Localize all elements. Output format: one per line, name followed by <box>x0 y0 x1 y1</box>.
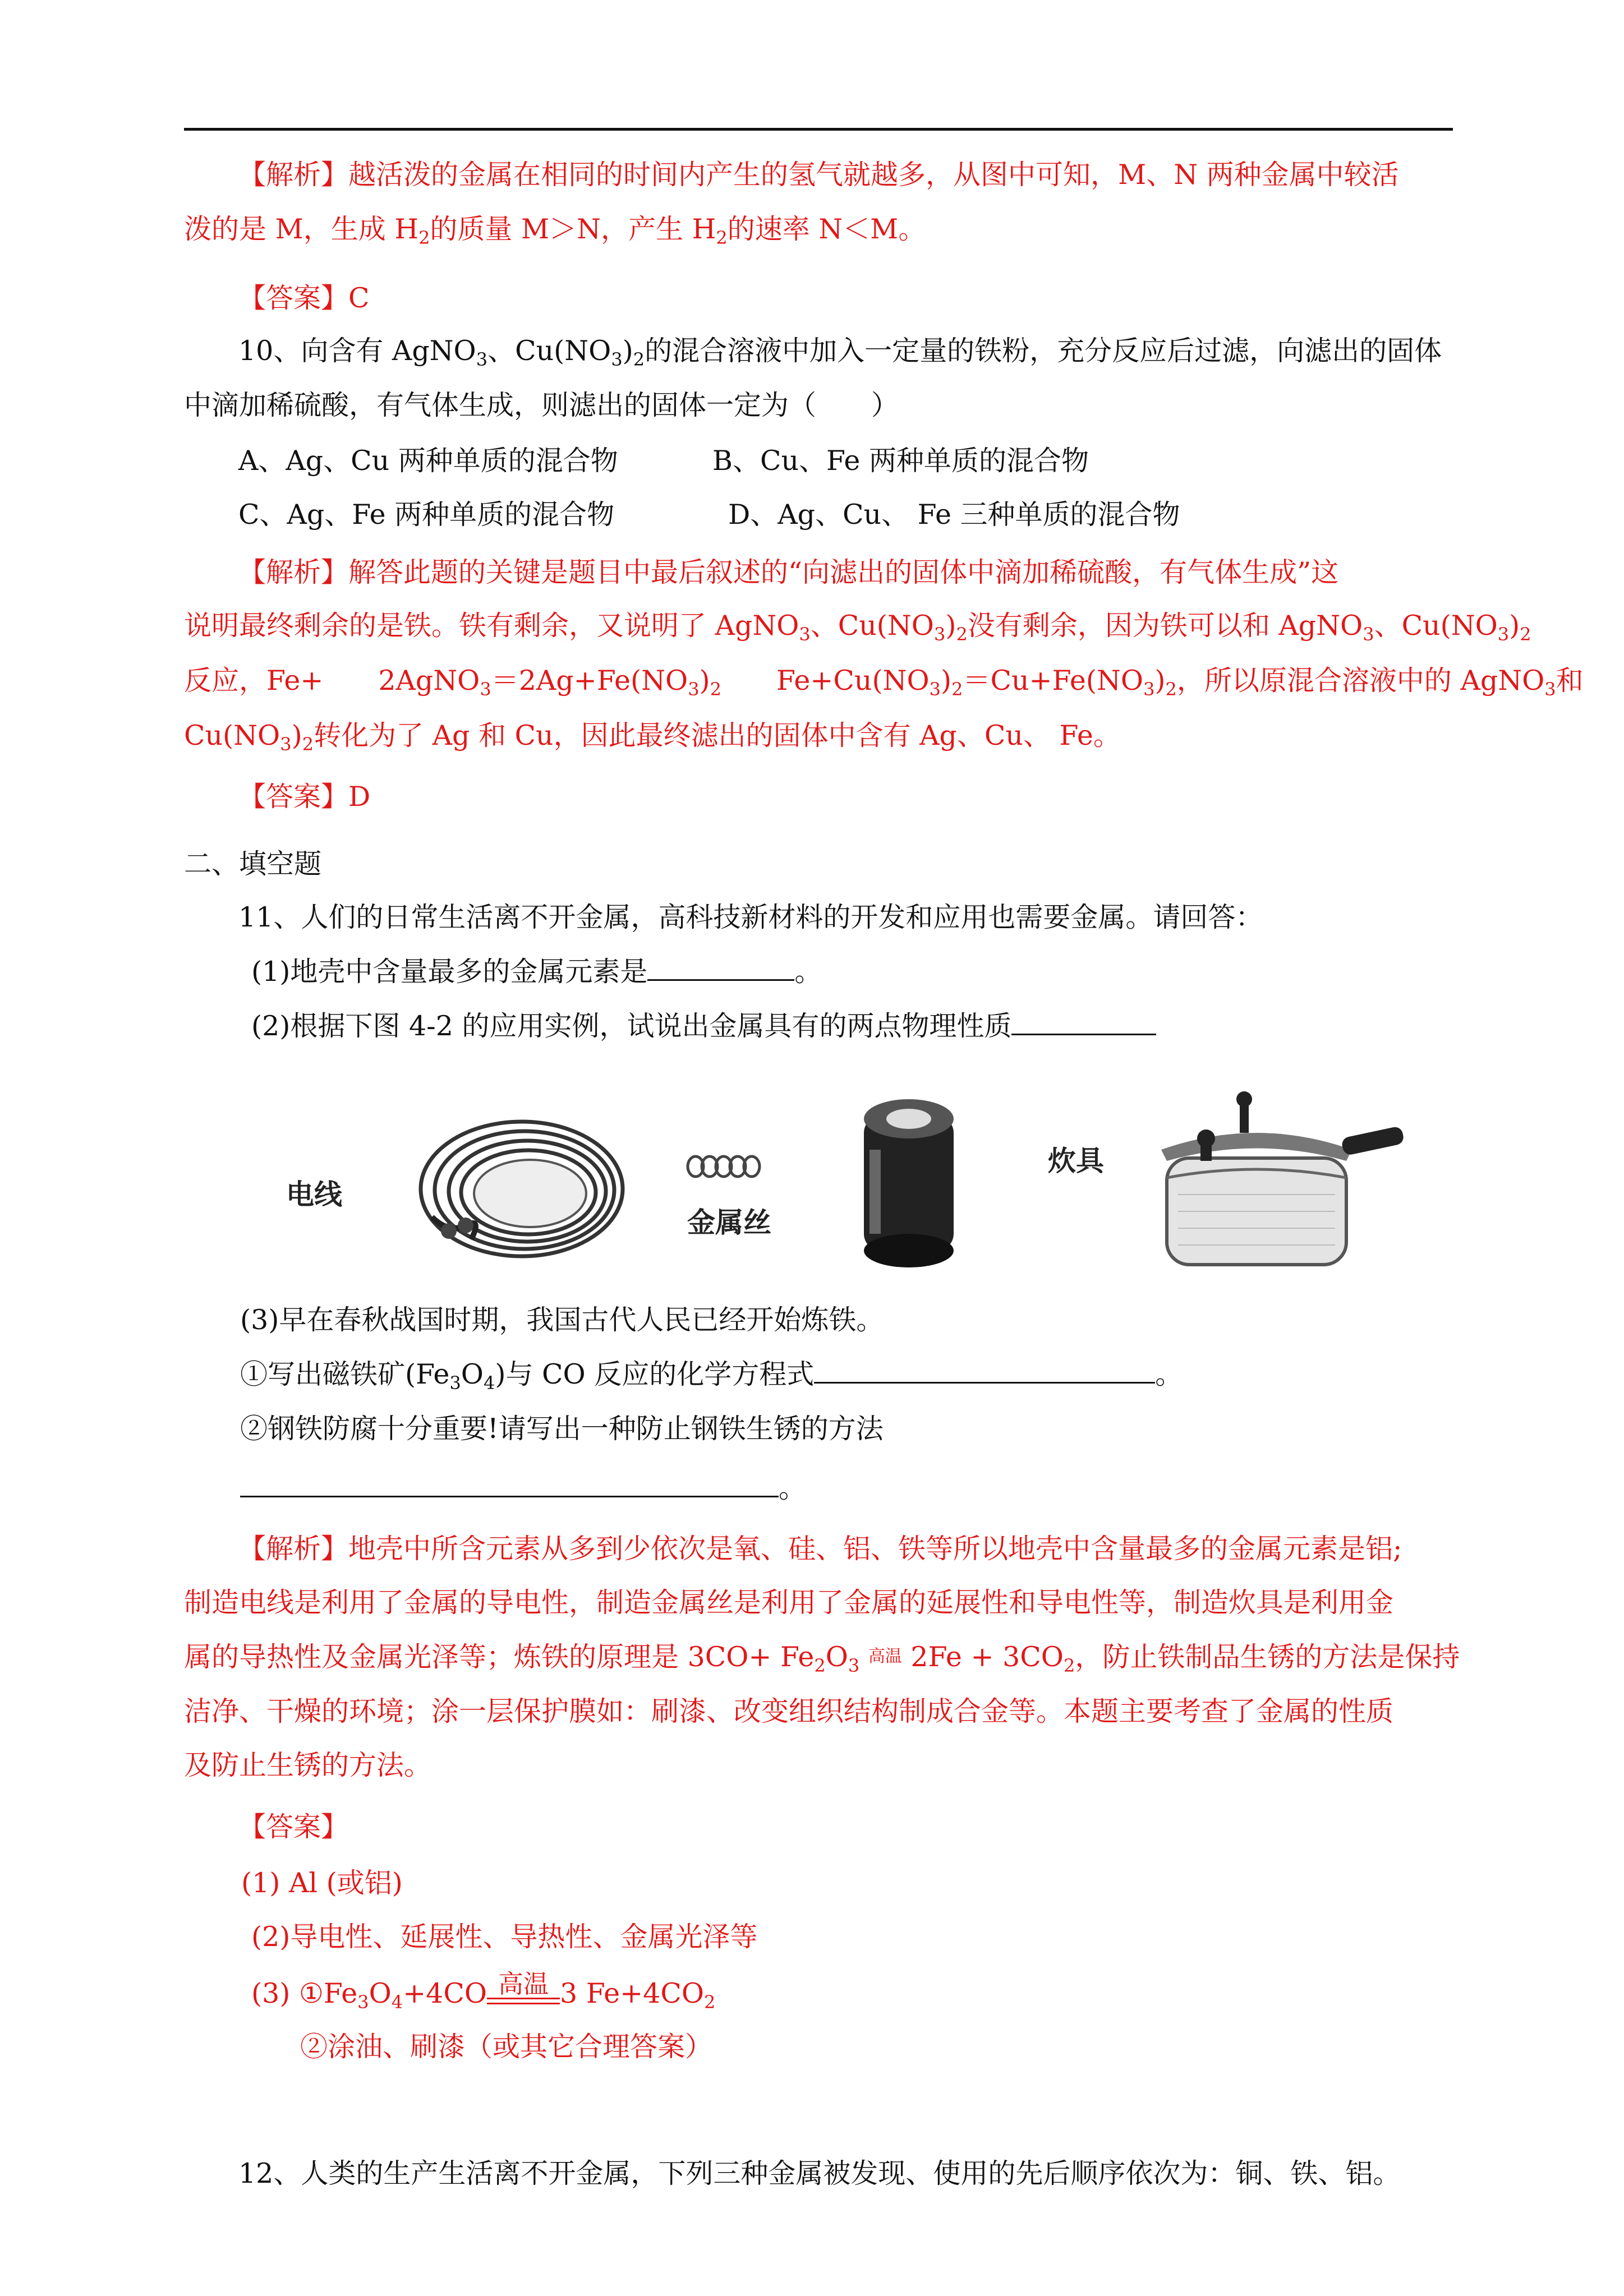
wire-coil-image <box>410 1105 634 1273</box>
q11-part-1-end: 。 <box>794 956 822 988</box>
answer-value: D <box>348 781 371 813</box>
q10-analysis-text: 和 <box>1556 665 1584 697</box>
q10-analysis-line-3 <box>184 661 1584 701</box>
q11-part-1 <box>251 952 822 992</box>
q10-analysis-text: ) <box>945 610 956 642</box>
section-title: 二、填空题 <box>184 848 322 880</box>
q9-analysis-text: 越活泼的金属在相同的时间内产生的氢气就越多，从图中可知，M、N 两种金属中较活 <box>348 159 1399 191</box>
subscript: 3 <box>611 349 623 370</box>
q10-analysis-text: ) <box>291 720 302 751</box>
q11-answer-4: ②涂油、刷漆（或其它合理答案） <box>300 2031 713 2063</box>
subscript: 3 <box>933 624 946 645</box>
subscript: 3 <box>688 679 700 700</box>
q11-answer-text: 3 Fe+4CO <box>560 1977 704 2009</box>
q10-analysis-text: ) <box>699 665 710 697</box>
q10-analysis-line-2 <box>184 606 1531 646</box>
q11-answer-text: O <box>369 1977 392 2009</box>
subscript: 2 <box>1063 1655 1075 1676</box>
subscript: 3 <box>280 734 292 755</box>
subscript: 3 <box>1363 624 1374 645</box>
q11-analysis-line-3 <box>184 1636 1460 1677</box>
q10-analysis-text: ) <box>1154 665 1166 697</box>
q10-stem-text: ) <box>622 335 633 367</box>
q10-stem-text: 10、向含有 AgNO <box>238 335 476 367</box>
q11-answer-text: (3) ①Fe <box>251 1977 358 2009</box>
q10-option-d: D、Ag、Cu、 Fe 三种单质的混合物 <box>728 499 1180 531</box>
q11-analysis-text: 属的导热性及金属光泽等；炼铁的原理是 3CO+ Fe <box>184 1641 815 1673</box>
q11-part-3: (3)早在春秋战国时期，我国古代人民已经开始炼铁。 <box>240 1304 884 1336</box>
q10-analysis-text: 反应，Fe+ 2AgNO <box>184 665 480 697</box>
q11-analysis-line-1 <box>238 1529 1402 1569</box>
subscript: 2 <box>633 349 645 370</box>
q10-option-b: B、Cu、Fe 两种单质的混合物 <box>712 445 1089 477</box>
q10-analysis-text: 、Cu(NO <box>1374 610 1498 642</box>
q9-analysis-text: 的速率 N＜M。 <box>727 213 926 245</box>
q11-answer-3 <box>251 1969 716 2014</box>
subscript: 2 <box>951 679 963 700</box>
q11-analysis-line-4: 洁净、干燥的环境；涂一层保护膜如：刷漆、改变组织结构制成合金等。本题主要考查了金属的性质 <box>184 1695 1394 1727</box>
q10-analysis-line-4 <box>184 716 1121 756</box>
analysis-label: 【解析】 <box>238 1533 349 1565</box>
q10-stem-text: 、Cu(NO <box>487 335 611 367</box>
analysis-label: 【解析】 <box>238 556 349 588</box>
q10-analysis-text: Fe+Cu(NO <box>721 665 930 697</box>
q10-analysis-text: 、Cu(NO <box>810 610 934 642</box>
subscript: 3 <box>449 1372 461 1394</box>
q11-answer-label: 【答案】 <box>238 1811 349 1843</box>
q11-part-2 <box>251 1006 1156 1046</box>
q10-analysis-text: 转化为了 Ag 和 Cu，因此最终滤出的固体中含有 Ag、Cu、 Fe。 <box>314 720 1121 751</box>
wire-spool-image <box>853 1094 965 1273</box>
subscript: 3 <box>799 624 811 645</box>
q11-part-3-2-end: 。 <box>779 1472 807 1504</box>
subscript: 3 <box>1544 679 1556 700</box>
subscript: 3 <box>480 679 491 700</box>
q10-stem-line-2: 中滴加稀硫酸，有气体生成，则滤出的固体一定为（ ） <box>184 389 899 421</box>
subscript: 2 <box>716 227 728 248</box>
q11-part-3-1-text: )与 CO 反应的化学方程式 <box>495 1358 815 1390</box>
q9-analysis-line-1 <box>238 155 1399 195</box>
subscript: 2 <box>710 679 722 700</box>
q10-analysis-text: Cu(NO <box>184 720 280 751</box>
subscript: 2 <box>814 1655 826 1676</box>
answer-blank[interactable] <box>814 1359 1155 1384</box>
subscript: 3 <box>476 349 488 370</box>
subscript: 2 <box>1165 679 1177 700</box>
subscript: 3 <box>1497 624 1510 645</box>
answer-value: C <box>348 282 370 314</box>
pressure-cooker-image <box>1116 1082 1408 1273</box>
answer-blank[interactable] <box>647 957 794 981</box>
q9-analysis-line-2 <box>184 209 926 250</box>
q11-part-2-text: (2)根据下图 4-2 的应用实例，试说出金属具有的两点物理性质 <box>251 1010 1012 1042</box>
q11-analysis-line-2: 制造电线是利用了金属的导电性，制造金属丝是利用了金属的延展性和导电性等，制造炊具是利用金 <box>184 1587 1394 1619</box>
reaction-condition: 高温 <box>868 1647 902 1666</box>
subscript: 2 <box>956 624 968 645</box>
q11-analysis-text: O <box>825 1641 848 1673</box>
analysis-label: 【解析】 <box>238 159 349 191</box>
q9-answer <box>238 278 370 319</box>
subscript: 3 <box>1143 679 1155 700</box>
q11-part-3-1-end: 。 <box>1155 1358 1183 1390</box>
q9-analysis-text: 的质量 M＞N，产生 H <box>430 213 716 245</box>
q11-part-1-text: (1)地壳中含量最多的金属元素是 <box>251 956 648 988</box>
subscript: 3 <box>848 1655 860 1676</box>
q11-part-3-1-text: O <box>461 1358 484 1390</box>
figure-label-metal-wire: 金属丝 <box>687 1206 771 1239</box>
q10-analysis-text: 说明最终剩余的是铁。铁有剩余，又说明了 AgNO <box>184 610 799 642</box>
subscript: 2 <box>302 734 314 755</box>
q10-option-a: A、Ag、Cu 两种单质的混合物 <box>238 445 618 477</box>
subscript: 2 <box>418 227 430 248</box>
q10-stem-text: 的混合溶液中加入一定量的铁粉，充分反应后过滤，向滤出的固体 <box>645 335 1442 367</box>
q10-analysis-text: ＝Cu+Fe(NO <box>963 665 1144 697</box>
q10-analysis-text: 没有剩余，因为铁可以和 AgNO <box>967 610 1363 642</box>
subscript: 2 <box>1520 624 1531 645</box>
metal-wire-coil-image <box>684 1150 774 1183</box>
answer-blank[interactable] <box>1011 1011 1156 1035</box>
q10-analysis-text: ＝2Ag+Fe(NO <box>491 665 688 697</box>
answer-label: 【答案】 <box>238 781 349 813</box>
q11-part-3-1 <box>240 1354 1183 1395</box>
q10-stem-line-1 <box>238 331 1442 371</box>
q10-analysis-text: ，所以原混合溶液中的 AgNO <box>1176 665 1545 697</box>
subscript: 3 <box>357 1991 369 2013</box>
q11-answer-text: +4CO <box>403 1977 487 2009</box>
q9-analysis-text: 泼的是 M，生成 H <box>184 213 419 245</box>
subscript: 2 <box>704 1991 716 2013</box>
q10-analysis-text: ) <box>940 665 952 697</box>
q11-stem: 11、人们的日常生活离不开金属，高科技新材料的开发和应用也需要金属。请回答： <box>238 901 1263 933</box>
figure-label-wire: 电线 <box>286 1178 342 1211</box>
subscript: 4 <box>483 1372 495 1394</box>
reaction-condition-text: 高温 <box>498 1969 549 1999</box>
subscript: 4 <box>391 1991 403 2013</box>
reaction-condition <box>487 1969 560 2004</box>
subscript: 3 <box>929 679 941 700</box>
q11-part-3-2: ②钢铁防腐十分重要!请写出一种防止钢铁生锈的方法 <box>240 1413 884 1445</box>
q10-answer <box>238 777 370 817</box>
q11-analysis-text: ，防止铁制品生锈的方法是保持 <box>1075 1641 1460 1673</box>
q10-analysis-text: ) <box>1509 610 1520 642</box>
q10-option-c: C、Ag、Fe 两种单质的混合物 <box>238 499 615 531</box>
q11-analysis-text: 地壳中所含元素从多到少依次是氧、硅、铝、铁等所以地壳中含量最多的金属元素是铝; <box>348 1533 1402 1565</box>
q11-analysis-line-5: 及防止生锈的方法。 <box>184 1749 432 1781</box>
q11-part-3-1-text: ①写出磁铁矿(Fe <box>240 1358 450 1390</box>
figure-label-cookware: 炊具 <box>1048 1145 1104 1177</box>
q11-part-3-2-blank-line <box>240 1468 806 1509</box>
answer-label: 【答案】 <box>238 282 349 314</box>
figure-4-2 <box>264 1082 1414 1273</box>
answer-blank[interactable] <box>240 1473 779 1497</box>
header-rule <box>184 128 1453 131</box>
q11-answer-1: (1) Al (或铝) <box>241 1867 403 1899</box>
q12-stem: 12、人类的生产生活离不开金属，下列三种金属被发现、使用的先后顺序依次为：铜、铁、铝。 <box>238 2157 1401 2189</box>
q10-analysis-line-1 <box>238 552 1338 593</box>
q11-analysis-text: 2Fe + 3CO <box>910 1641 1064 1673</box>
q10-analysis-text: 解答此题的关键是题目中最后叙述的“向滤出的固体中滴加稀硫酸，有气体生成”这 <box>348 556 1339 588</box>
q11-answer-2: (2)导电性、延展性、导热性、金属光泽等 <box>251 1921 758 1953</box>
